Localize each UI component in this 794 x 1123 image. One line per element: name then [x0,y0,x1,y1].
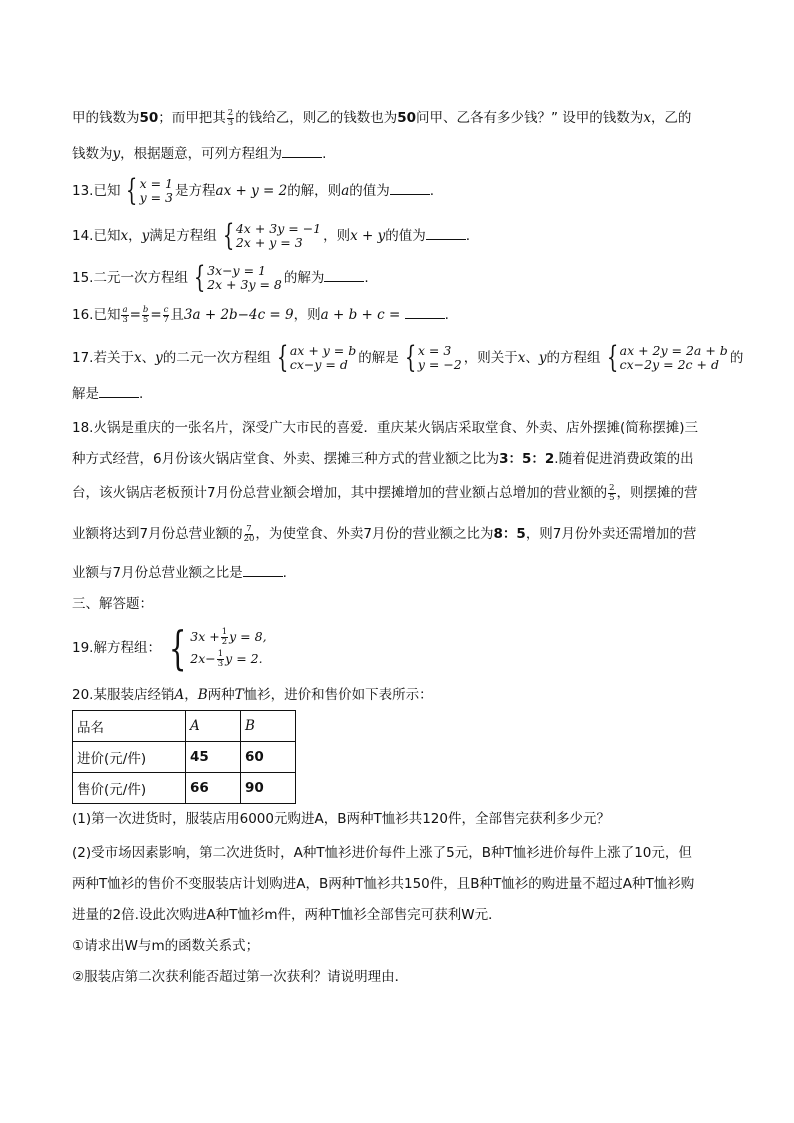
text: ，则7月份外卖还需增加的营 [525,526,697,542]
variable: x [643,110,651,126]
variable: x [517,350,526,366]
equation: 3a + 2b−4c = 9 [183,307,294,323]
text: . [282,565,287,581]
answer-blank[interactable] [99,385,139,398]
table-header-cell: 品名 [73,711,186,742]
q20-part-2-line-2: 两种T恤衫的售价不变服装店计划购进A，B两种T恤衫共150件，且B种T恤衫的购进量不超过A种T恤衫购 [72,876,695,892]
equation-system: { 4x + 3y = −1 2x + y = 3 [222,218,322,253]
equation-system: { 3x + $\frac{1}{2}$ y = 8, 2x− $\frac{1}{3}$ y = 2. [168,621,267,675]
text: 的解，则 [287,183,342,199]
text: 的解为 [283,270,325,286]
equation-row: x = 3 [417,343,452,358]
fraction-denominator: 2 [221,637,228,647]
answer-blank[interactable] [282,145,322,158]
table-cell: 90 [241,773,296,804]
text: 20.某服装店经销 [72,687,175,703]
text: ，则摆摊的营 [616,485,698,501]
equation-row: cx−y = d [289,357,348,372]
text: 的值为 [349,183,390,199]
q18-line-5 [72,563,287,583]
text: 甲的钱数为 [72,110,140,126]
equation-row: cx−2y = 2c + d [619,357,719,372]
equation: ax + y = 2 [215,183,288,199]
text: 且 [170,307,184,323]
table-row [73,742,296,773]
fraction-denominator: 5 [142,314,149,325]
text: 恤衫，进价和售价如下表所示： [243,687,433,703]
table-cell: 60 [241,742,296,773]
fraction-numerator: 2 [609,482,615,493]
equation-row: 4x + 3y = −1 [235,221,322,236]
price-table [72,710,296,804]
ratio: 8：5 [493,526,526,542]
q13 [72,173,435,208]
equation-row: 2x + y = 3 [235,235,303,250]
text: 问甲、乙各有多少钱？” 设甲的钱数为 [416,110,644,126]
text: . [139,386,144,402]
solution-system: { x = 3 y = −2 [404,340,462,375]
section-heading: 三、解答题： [72,596,153,612]
expression: x + y [350,228,386,244]
fraction-numerator: b [142,304,149,315]
fraction-denominator: 3 [217,659,224,669]
answer-blank[interactable] [426,227,466,240]
text: 的钱给乙，则乙的钱数也为 [235,110,398,126]
text: 满足方程组 [149,228,217,244]
fraction-numerator: 7 [246,523,252,534]
question-label: 15.二元一次方程组 [72,270,188,286]
equation-row: x = 1 [139,176,174,191]
text: . [429,183,435,199]
q20-subquestion-1: ①请求出W与m的函数关系式； [72,938,260,954]
fraction [163,306,170,325]
term: 2x− [190,651,216,666]
equation-row: ax + 2y = 2a + b [619,343,728,358]
variable: a [341,183,350,199]
q20-part-2-line-3: 进量的2倍.设此次购进A种T恤衫m件，两种T恤衫全部售完可获利W元． [72,907,502,923]
variable: B [197,687,208,703]
answer-blank[interactable] [243,564,283,577]
text: 的值为 [385,228,426,244]
text: ，则关于 [463,350,518,366]
number: 50 [139,110,159,126]
variable: y [538,350,547,366]
text: 是方程 [175,183,216,199]
q17-line-2 [72,384,143,404]
fraction-denominator: 3 [122,314,128,325]
text: 的解是 [358,350,399,366]
equation-row [190,648,266,670]
variable: y [155,350,163,366]
equation-row: y = 3 [139,190,174,205]
equals-sign: = [150,307,162,323]
answer-blank[interactable] [324,269,364,282]
question-label: 19.解方程组： [72,640,161,656]
text: 业额与7月份总营业额之比是 [72,565,243,581]
expression: a + b + c = [320,307,401,323]
text: 的 [729,350,744,366]
fraction-denominator: 3 [227,117,234,128]
equation-system: { 3x−y = 1 2x + 3y = 8 [193,260,282,295]
text: 台，该火锅店老板预计7月份总营业额会增加，其中摆摊增加的营业额占总增加的营业额的 [72,485,608,501]
q18-line-3 [72,483,698,503]
q17-line-1 [72,340,744,375]
q20-subquestion-2: ②服装店第二次获利能否超过第一次获利？请说明理由． [72,969,409,985]
fraction [227,109,234,128]
text: ；而甲把其 [158,110,226,126]
table-cell: 进价(元/件) [73,742,186,773]
table-cell: 66 [186,773,241,804]
variable: x [120,228,129,244]
text: ， [184,687,198,703]
fraction-numerator: a [122,304,128,315]
text: 18.火锅是重庆的一张名片，深受广大市民的喜爱．重庆某火锅店采取堂食、外卖、店外摆摊(简称摆摊)三 [72,420,699,436]
fraction-denominator: 7 [163,314,169,325]
equals-sign: = [129,307,141,323]
equation-system: { x = 1 y = 3 [126,173,174,208]
table-row [73,773,296,804]
text: 钱数为 [72,146,113,162]
text: ，根据题意，可列方程组为 [120,146,283,162]
text: 解是 [72,386,99,402]
equation-system: { ax + 2y = 2a + b cx−2y = 2c + d [606,340,728,375]
q20-intro [72,685,433,705]
question-label: 16.已知 [72,307,121,323]
text: . [444,307,449,323]
table-header-row [73,711,296,742]
text: 的二元一次方程组 [162,350,271,366]
q18-line-2 [72,449,694,469]
variable: y [112,146,121,162]
table-header-cell: A [186,711,241,742]
answer-blank[interactable] [405,306,445,319]
question-label: 14.已知 [72,228,121,244]
text: ， [128,228,142,244]
question-label: 13.已知 [72,183,121,199]
text: . [465,228,471,244]
text: 、 [525,350,539,366]
text: . [364,270,369,286]
fraction-denominator: 20 [243,533,255,544]
q20-part-2-line-1: (2)受市场因素影响，第二次进货时，A种T恤衫进价每件上涨了5元，B种T恤衫进价每件上涨了10元，但 [72,845,692,861]
equation-row: ax + y = b [289,343,357,358]
variable: A [174,687,185,703]
text: ，乙的 [650,110,692,126]
q20-part-1: (1)第一次进货时，服装店用6000元购进A，B两种T恤衫共120件，全部售完获利多少元？ [72,811,610,827]
fraction-numerator: 1 [221,627,228,637]
table-cell: 45 [186,742,241,773]
text: .随着促进消费政策的出 [554,451,694,467]
term: y = 2. [225,651,263,666]
fraction [221,628,228,647]
q18-line-1 [72,418,698,438]
q12-line-2 [72,144,326,164]
q19 [72,620,269,676]
equation-row: 3x−y = 1 [207,263,266,278]
number: 50 [397,110,417,126]
text: ，则 [323,228,351,244]
ratio: 3：5：2 [499,451,555,467]
table-cell: 售价(元/件) [73,773,186,804]
text: 种方式经营，6月份该火锅店堂食、外卖、摆摊三种方式的营业额之比为 [72,451,500,467]
equation-row: 2x + 3y = 8 [207,277,282,292]
answer-blank[interactable] [390,182,430,195]
table-header-cell: B [241,711,296,742]
text: ，则 [293,307,321,323]
fraction [121,306,128,325]
q15 [72,260,369,295]
fraction [142,306,149,325]
fraction-numerator: 1 [217,649,224,659]
equation-row: y = −2 [417,357,462,372]
fraction-numerator: c [163,304,169,315]
text: 两种 [207,687,235,703]
text: 业额将达到7月份总营业额的 [72,526,243,542]
variable: T [234,687,244,703]
equation-row [190,626,266,648]
text: ，为使堂食、外卖7月份的营业额之比为 [255,526,494,542]
fraction [244,525,255,544]
variable: y [141,228,150,244]
q12-line-1 [72,108,691,128]
variable: x [133,350,142,366]
equation-system: { ax + y = b cx−y = d [276,340,357,375]
text: . [322,146,327,162]
term: y = 8, [229,629,267,644]
q18-line-4 [72,524,696,544]
fraction [217,650,224,669]
q14 [72,218,471,253]
question-label: 17.若关于 [72,350,134,366]
text: 的方程组 [546,350,601,366]
fraction [608,484,615,503]
term: 3x + [190,629,220,644]
text: 、 [141,350,156,366]
fraction-numerator: 2 [227,107,234,118]
fraction-denominator: 5 [609,492,615,503]
q16 [72,305,449,325]
